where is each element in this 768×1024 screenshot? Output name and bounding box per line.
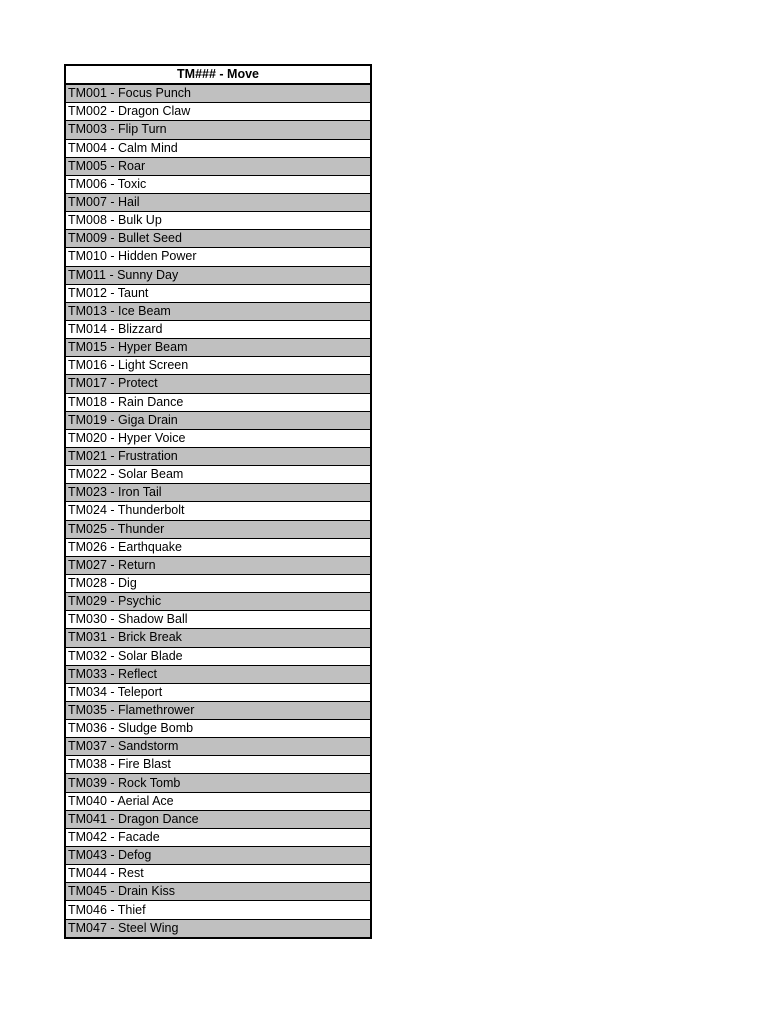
table-cell: TM005 - Roar bbox=[65, 157, 371, 175]
table-row bbox=[65, 320, 371, 338]
table-row bbox=[65, 266, 371, 284]
table-cell: TM033 - Reflect bbox=[65, 665, 371, 683]
table-cell: TM009 - Bullet Seed bbox=[65, 230, 371, 248]
table-row bbox=[65, 429, 371, 447]
table-cell: TM008 - Bulk Up bbox=[65, 212, 371, 230]
table-cell: TM021 - Frustration bbox=[65, 447, 371, 465]
table-cell: TM017 - Protect bbox=[65, 375, 371, 393]
table-row bbox=[65, 865, 371, 883]
table-cell: TM024 - Thunderbolt bbox=[65, 502, 371, 520]
table-row bbox=[65, 284, 371, 302]
table-cell: TM014 - Blizzard bbox=[65, 320, 371, 338]
table-row bbox=[65, 339, 371, 357]
header-row bbox=[65, 65, 371, 84]
table-cell: TM011 - Sunny Day bbox=[65, 266, 371, 284]
table-cell: TM026 - Earthquake bbox=[65, 538, 371, 556]
table-row bbox=[65, 103, 371, 121]
table-row bbox=[65, 411, 371, 429]
table-cell: TM007 - Hail bbox=[65, 193, 371, 211]
table-row bbox=[65, 393, 371, 411]
table-cell: TM006 - Toxic bbox=[65, 175, 371, 193]
table-cell: TM022 - Solar Beam bbox=[65, 466, 371, 484]
table-cell: TM038 - Fire Blast bbox=[65, 756, 371, 774]
table-row bbox=[65, 520, 371, 538]
table-cell: TM036 - Sludge Bomb bbox=[65, 720, 371, 738]
table-cell: TM027 - Return bbox=[65, 556, 371, 574]
table-cell: TM031 - Brick Break bbox=[65, 629, 371, 647]
table-cell: TM020 - Hyper Voice bbox=[65, 429, 371, 447]
table-cell: TM039 - Rock Tomb bbox=[65, 774, 371, 792]
table-cell: TM034 - Teleport bbox=[65, 683, 371, 701]
table-cell: TM012 - Taunt bbox=[65, 284, 371, 302]
table-row bbox=[65, 701, 371, 719]
table-cell: TM028 - Dig bbox=[65, 574, 371, 592]
table-cell: TM043 - Defog bbox=[65, 847, 371, 865]
table-cell: TM044 - Rest bbox=[65, 865, 371, 883]
table-cell: TM023 - Iron Tail bbox=[65, 484, 371, 502]
table-row bbox=[65, 738, 371, 756]
table-row bbox=[65, 157, 371, 175]
table-cell: TM046 - Thief bbox=[65, 901, 371, 919]
table-row bbox=[65, 175, 371, 193]
table-row bbox=[65, 720, 371, 738]
table-row bbox=[65, 466, 371, 484]
table-row bbox=[65, 647, 371, 665]
table-row bbox=[65, 447, 371, 465]
table-body bbox=[65, 84, 371, 938]
table-row bbox=[65, 502, 371, 520]
table-row bbox=[65, 248, 371, 266]
table-row bbox=[65, 792, 371, 810]
table-row bbox=[65, 593, 371, 611]
table-row bbox=[65, 883, 371, 901]
table-cell: TM002 - Dragon Claw bbox=[65, 103, 371, 121]
table-cell: TM003 - Flip Turn bbox=[65, 121, 371, 139]
table-cell: TM037 - Sandstorm bbox=[65, 738, 371, 756]
table-cell: TM035 - Flamethrower bbox=[65, 701, 371, 719]
table-row bbox=[65, 538, 371, 556]
table-row bbox=[65, 139, 371, 157]
table-cell: TM040 - Aerial Ace bbox=[65, 792, 371, 810]
column-header: TM### - Move bbox=[65, 65, 371, 84]
table-cell: TM029 - Psychic bbox=[65, 593, 371, 611]
table-cell: TM016 - Light Screen bbox=[65, 357, 371, 375]
tm-move-table bbox=[64, 64, 372, 939]
table-row bbox=[65, 611, 371, 629]
table-row bbox=[65, 683, 371, 701]
table-cell: TM041 - Dragon Dance bbox=[65, 810, 371, 828]
table-cell: TM019 - Giga Drain bbox=[65, 411, 371, 429]
table-cell: TM015 - Hyper Beam bbox=[65, 339, 371, 357]
table-row bbox=[65, 919, 371, 938]
table-cell: TM013 - Ice Beam bbox=[65, 302, 371, 320]
table-cell: TM032 - Solar Blade bbox=[65, 647, 371, 665]
table-cell: TM001 - Focus Punch bbox=[65, 84, 371, 103]
table-cell: TM047 - Steel Wing bbox=[65, 919, 371, 938]
table-row bbox=[65, 629, 371, 647]
table-row bbox=[65, 357, 371, 375]
table-row bbox=[65, 574, 371, 592]
table-row bbox=[65, 828, 371, 846]
table-row bbox=[65, 847, 371, 865]
table-cell: TM045 - Drain Kiss bbox=[65, 883, 371, 901]
table-row bbox=[65, 774, 371, 792]
table-row bbox=[65, 230, 371, 248]
table-row bbox=[65, 375, 371, 393]
table-row bbox=[65, 212, 371, 230]
table-row bbox=[65, 121, 371, 139]
table-row bbox=[65, 556, 371, 574]
table-row bbox=[65, 756, 371, 774]
table-cell: TM010 - Hidden Power bbox=[65, 248, 371, 266]
table-row bbox=[65, 665, 371, 683]
table-row bbox=[65, 810, 371, 828]
table-cell: TM004 - Calm Mind bbox=[65, 139, 371, 157]
table-cell: TM025 - Thunder bbox=[65, 520, 371, 538]
table-row bbox=[65, 193, 371, 211]
table-cell: TM042 - Facade bbox=[65, 828, 371, 846]
table-cell: TM030 - Shadow Ball bbox=[65, 611, 371, 629]
table-cell: TM018 - Rain Dance bbox=[65, 393, 371, 411]
table-row bbox=[65, 484, 371, 502]
table-row bbox=[65, 84, 371, 103]
table-row bbox=[65, 302, 371, 320]
table-row bbox=[65, 901, 371, 919]
